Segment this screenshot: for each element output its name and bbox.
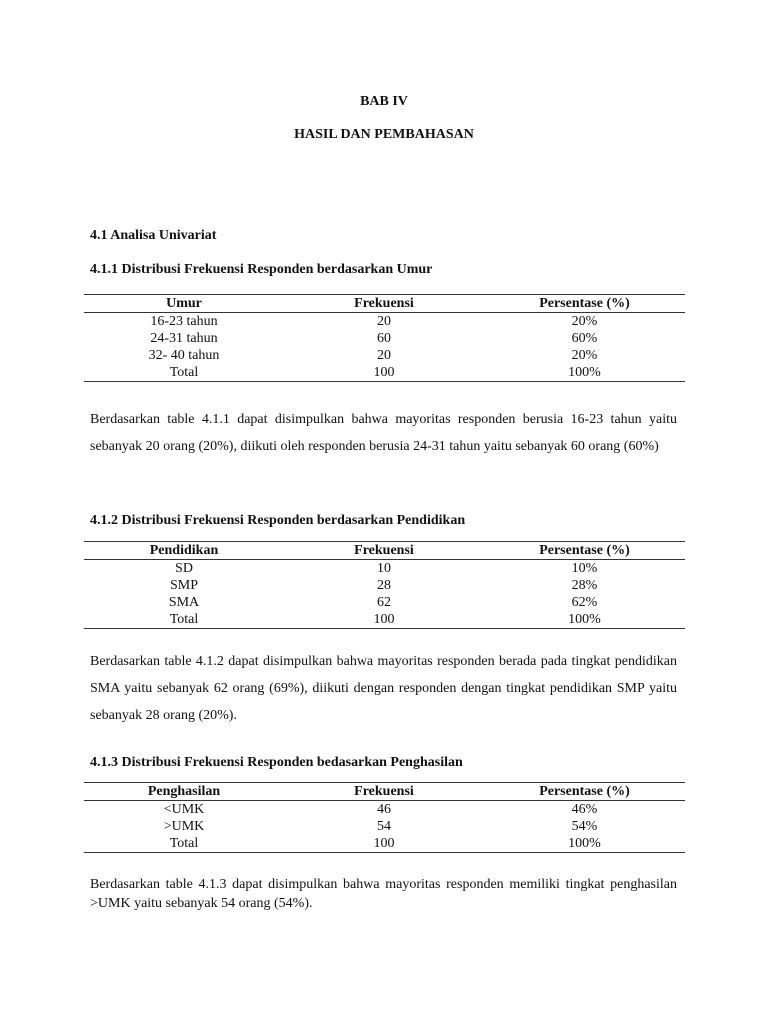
table-cell: SD (175, 561, 193, 576)
table-cell: 100 (373, 612, 395, 627)
table-cell: 60% (571, 331, 598, 346)
table-header-row (84, 783, 685, 801)
column-header: Pendidikan (149, 543, 219, 558)
table-cell: 16-23 tahun (150, 314, 218, 329)
chapter-title: BAB IV (360, 94, 408, 109)
table-cell: Total (169, 365, 199, 380)
table-cell: 60 (377, 331, 391, 346)
table-heading-umur: 4.1.1 Distribusi Frekuensi Responden berdasarkan Umur (90, 262, 433, 277)
table-header-row (84, 542, 685, 560)
table-header-row (84, 295, 685, 313)
table-row (84, 818, 685, 835)
table-row (84, 330, 685, 347)
column-header: Frekuensi (354, 543, 414, 558)
table-cell: 20% (571, 348, 598, 363)
table-cell: 100 (373, 836, 395, 851)
section-heading: 4.1 Analisa Univariat (90, 228, 217, 243)
table-cell: 20 (377, 314, 391, 329)
table-cell: 28 (377, 578, 391, 593)
table-heading-pendidikan: 4.1.2 Distribusi Frekuensi Responden berdasarkan Pendidikan (90, 513, 466, 528)
table-row (84, 560, 685, 578)
table-penghasilan (84, 782, 685, 853)
table-cell: 100% (568, 836, 601, 851)
column-header: Persentase (%) (539, 784, 630, 799)
table-cell: 20% (571, 314, 598, 329)
paragraph-penghasilan: Berdasarkan table 4.1.3 dapat disimpulkan bahwa mayoritas responden memiliki tingkat penghasilan >UMK yaitu sebanyak 54 orang (54%). (90, 877, 677, 911)
column-header: Frekuensi (354, 296, 414, 311)
table-row-total (84, 611, 685, 629)
table-cell: 46 (377, 802, 391, 817)
column-header: Persentase (%) (539, 296, 630, 311)
column-header: Frekuensi (354, 784, 414, 799)
table-cell: 10 (377, 561, 391, 576)
column-header: Penghasilan (147, 784, 221, 799)
table-row (84, 347, 685, 364)
table-cell: 54 (377, 819, 391, 834)
table-cell: 32- 40 tahun (148, 348, 220, 363)
table-cell: 62% (571, 595, 598, 610)
table-row (84, 313, 685, 331)
table-cell: 100 (373, 365, 395, 380)
column-header: Persentase (%) (539, 543, 630, 558)
table-cell: 10% (571, 561, 598, 576)
table-cell: 20 (377, 348, 391, 363)
paragraph-umur: Berdasarkan table 4.1.1 dapat disimpulkan bahwa mayoritas responden berusia 16-23 tahun yaitu sebanyak 20 orang (20%), diikuti oleh responden berusia 24-31 tahun yaitu sebanyak 60 orang (60%) (90, 412, 677, 454)
column-header: Umur (166, 296, 202, 311)
table-row (84, 577, 685, 594)
table-cell: SMP (169, 578, 199, 593)
table-cell: 46% (571, 802, 598, 817)
table-cell: 24-31 tahun (150, 331, 218, 346)
table-heading-penghasilan: 4.1.3 Distribusi Frekuensi Responden bedasarkan Penghasilan (90, 755, 463, 770)
table-cell: 100% (568, 612, 601, 627)
table-row-total (84, 364, 685, 382)
table-row-total (84, 835, 685, 853)
table-cell: SMA (168, 595, 200, 610)
table-cell: 28% (571, 578, 598, 593)
table-pendidikan (84, 541, 685, 629)
table-cell: 62 (377, 595, 391, 610)
table-row (84, 594, 685, 611)
table-row (84, 801, 685, 819)
paragraph-pendidikan: Berdasarkan table 4.1.2 dapat disimpulkan bahwa mayoritas responden berada pada tingkat pendidikan SMA yaitu sebanyak 62 orang (69%), diikuti dengan responden dengan tingkat pendidikan SMP yaitu sebanyak 28 orang (20%). (90, 654, 677, 723)
table-umur (84, 294, 685, 382)
table-cell: Total (169, 612, 199, 627)
table-cell: >UMK (163, 819, 205, 834)
table-cell: <UMK (163, 802, 205, 817)
table-cell: 100% (568, 365, 601, 380)
table-cell: 54% (571, 819, 598, 834)
chapter-subtitle: HASIL DAN PEMBAHASAN (294, 127, 474, 142)
table-cell: Total (169, 836, 199, 851)
